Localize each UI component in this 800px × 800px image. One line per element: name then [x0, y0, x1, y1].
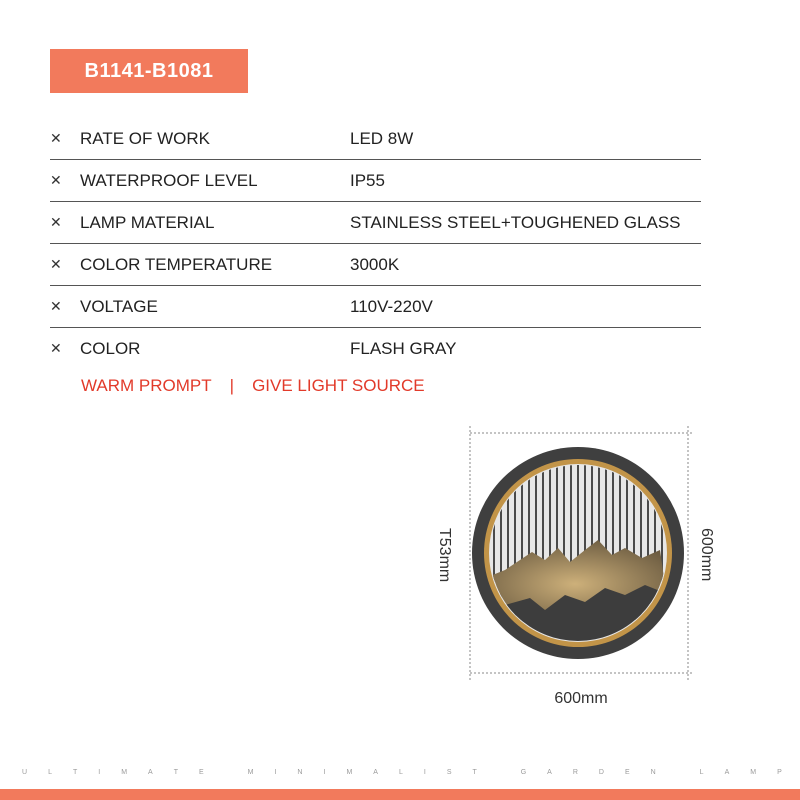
tagline-letter: T — [472, 769, 477, 776]
spec-row — [50, 328, 701, 369]
tagline-letter: E — [199, 769, 204, 776]
model-code-badge — [50, 49, 248, 93]
tagline-letter: D — [598, 769, 604, 776]
spec-label: WATERPROOF LEVEL — [80, 170, 258, 190]
spec-value: LED 8W — [350, 128, 414, 148]
tagline-letter: I — [423, 769, 426, 776]
model-code: B1141-B1081 — [84, 59, 214, 82]
spec-row — [50, 286, 701, 328]
spec-label: COLOR — [80, 338, 141, 358]
x-mark-icon: ✕ — [50, 340, 62, 356]
tagline-letter: M — [121, 769, 128, 776]
lamp-diagram — [420, 420, 740, 720]
x-mark-icon: ✕ — [50, 130, 62, 146]
tagline-letter: M — [346, 769, 353, 776]
tagline-letter: L — [48, 769, 52, 776]
thickness-dimension: T53mm — [436, 528, 453, 583]
tagline-letter: P — [777, 769, 782, 776]
x-mark-icon: ✕ — [50, 172, 62, 188]
height-dimension: 600mm — [698, 528, 715, 582]
spec-row — [50, 244, 701, 286]
spec-label: VOLTAGE — [80, 296, 158, 316]
spec-row — [50, 160, 701, 202]
tagline-letter: A — [547, 769, 552, 776]
tagline-letter — [225, 769, 227, 776]
tagline-letter: M — [247, 769, 254, 776]
x-mark-icon: ✕ — [50, 256, 62, 272]
tagline-letter — [498, 769, 500, 776]
tagline-letter: L — [699, 769, 704, 776]
tagline-letter: G — [520, 769, 527, 776]
tagline-letter: M — [750, 769, 757, 776]
brand-tagline — [22, 769, 782, 776]
tagline-letter: A — [373, 769, 378, 776]
tagline-letter: N — [650, 769, 656, 776]
spec-label: LAMP MATERIAL — [80, 212, 215, 232]
tagline-letter: I — [323, 769, 326, 776]
spec-value: 110V-220V — [350, 296, 433, 316]
tagline-letter — [677, 769, 679, 776]
tagline-letter: I — [274, 769, 277, 776]
warm-prompt — [81, 376, 425, 396]
x-mark-icon: ✕ — [50, 214, 62, 230]
tagline-letter: T — [173, 769, 178, 776]
bottom-accent-bar — [0, 789, 800, 800]
spec-label: RATE OF WORK — [80, 128, 211, 148]
tagline-letter: S — [446, 769, 452, 776]
width-dimension: 600mm — [554, 690, 608, 707]
light-source-note: GIVE LIGHT SOURCE — [252, 376, 425, 395]
tagline-letter: A — [148, 769, 153, 776]
prompt-separator: | — [229, 376, 235, 395]
spec-value: STAINLESS STEEL+TOUGHENED GLASS — [350, 212, 681, 232]
spec-value: FLASH GRAY — [350, 338, 457, 358]
tagline-letter: N — [297, 769, 303, 776]
spec-table — [50, 118, 701, 369]
tagline-letter: L — [398, 769, 403, 776]
warm-prompt-label: WARM PROMPT — [81, 376, 212, 395]
tagline-letter: T — [72, 769, 78, 776]
tagline-letter: R — [572, 769, 578, 776]
spec-value: 3000K — [350, 254, 400, 274]
tagline-letter: E — [624, 769, 630, 776]
spec-row — [50, 118, 701, 160]
x-mark-icon: ✕ — [50, 298, 62, 314]
spec-label: COLOR TEMPERATURE — [80, 254, 273, 274]
tagline-letter: I — [98, 769, 101, 776]
tagline-letter: U — [22, 769, 28, 776]
tagline-letter: A — [724, 769, 730, 776]
spec-row — [50, 202, 701, 244]
spec-value: IP55 — [350, 170, 385, 190]
